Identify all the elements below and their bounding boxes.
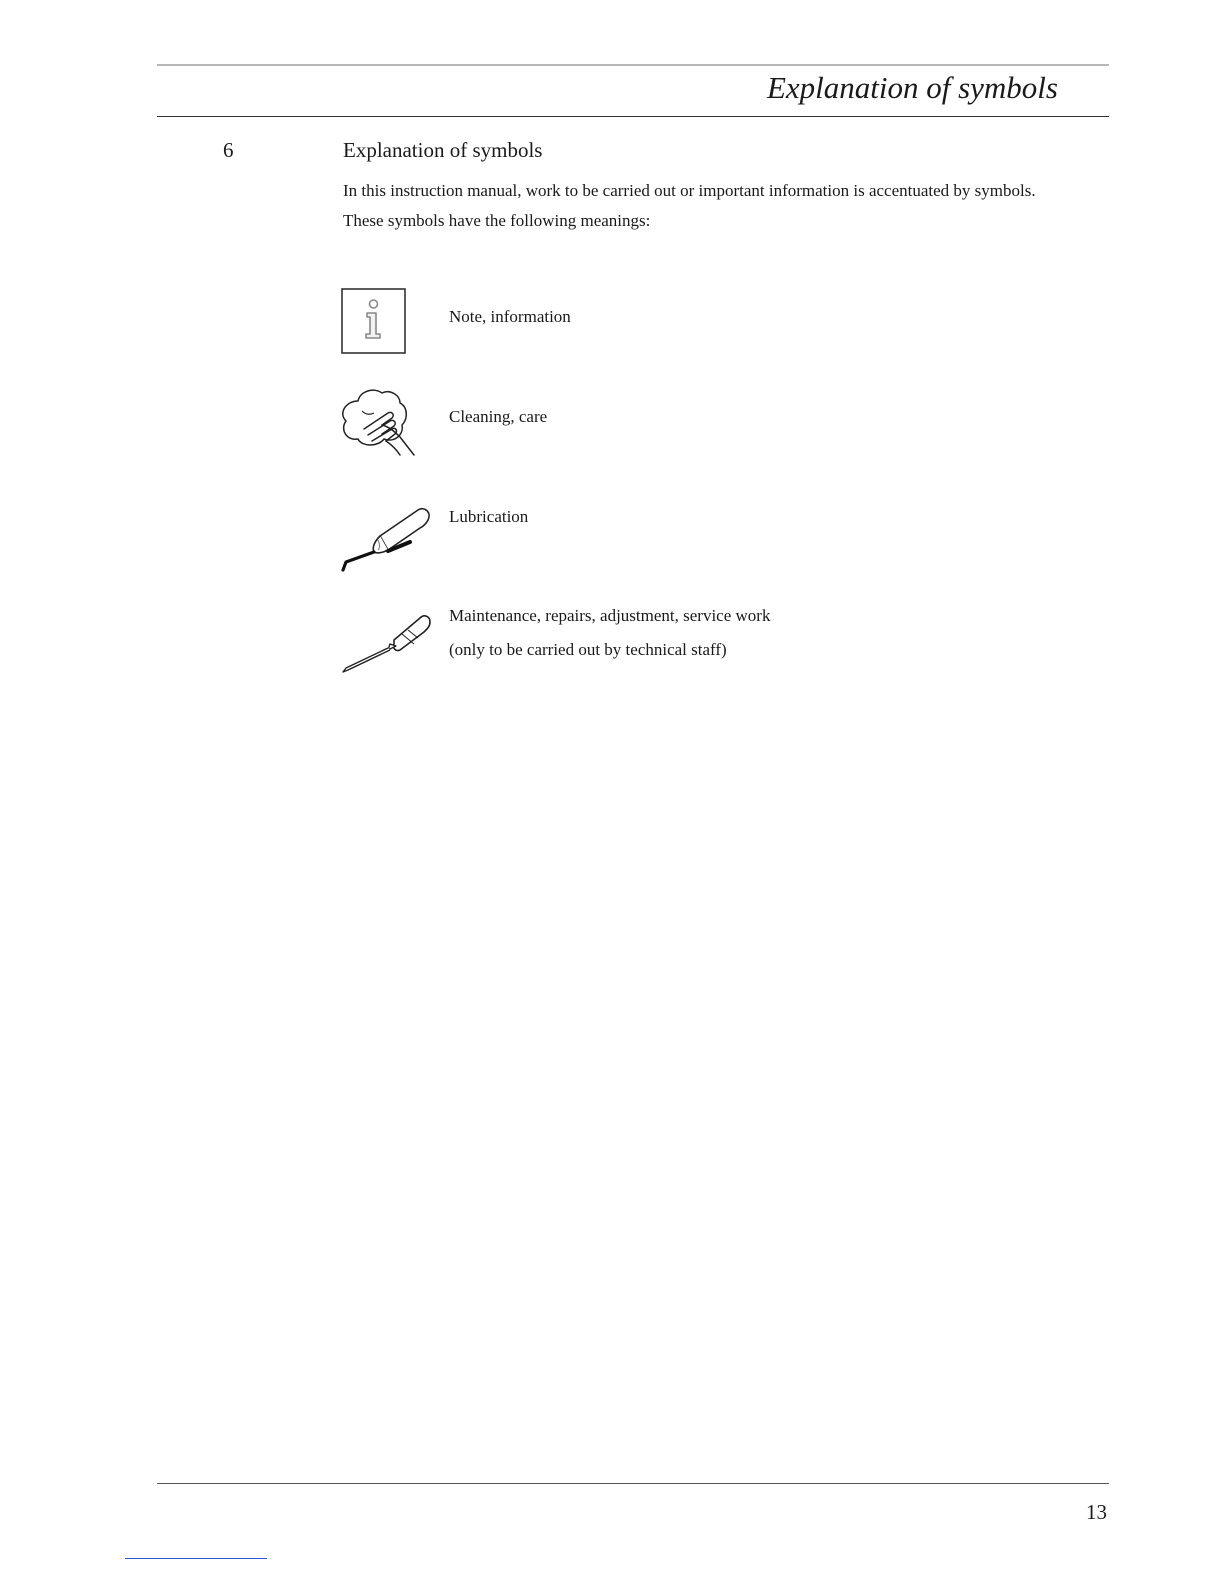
page-number: 13 xyxy=(1086,1500,1107,1524)
section-title: Explanation of symbols xyxy=(343,138,543,162)
symbol-description-line: Lubrication xyxy=(449,507,529,526)
symbol-description-lubrication xyxy=(449,500,528,534)
cleaning-hand-icon xyxy=(338,385,420,464)
running-header-title: Explanation of symbols xyxy=(766,70,1058,105)
header-bottom-rule xyxy=(157,116,1109,117)
footer-rule xyxy=(157,1483,1109,1484)
oil-can-icon xyxy=(338,502,434,579)
section-number: 6 xyxy=(223,138,234,162)
symbol-description-cleaning xyxy=(449,400,547,434)
symbol-description-line: Cleaning, care xyxy=(449,407,548,426)
symbol-description-line: (only to be carried out by technical staff) xyxy=(449,640,727,659)
symbol-description-line: Note, information xyxy=(449,307,571,326)
symbol-description-line: Maintenance, repairs, adjustment, service work xyxy=(449,606,771,625)
symbol-description-info xyxy=(449,300,571,334)
footer-link-underline xyxy=(125,1558,267,1559)
symbol-description-maintenance xyxy=(449,599,770,667)
info-icon xyxy=(338,287,408,362)
header-top-rule xyxy=(157,64,1109,66)
intro-paragraph: In this instruction manual, work to be carried out or important information is accentuated by symbols. These symbols have the following meanings: xyxy=(343,181,1036,230)
screwdriver-icon xyxy=(338,608,434,679)
